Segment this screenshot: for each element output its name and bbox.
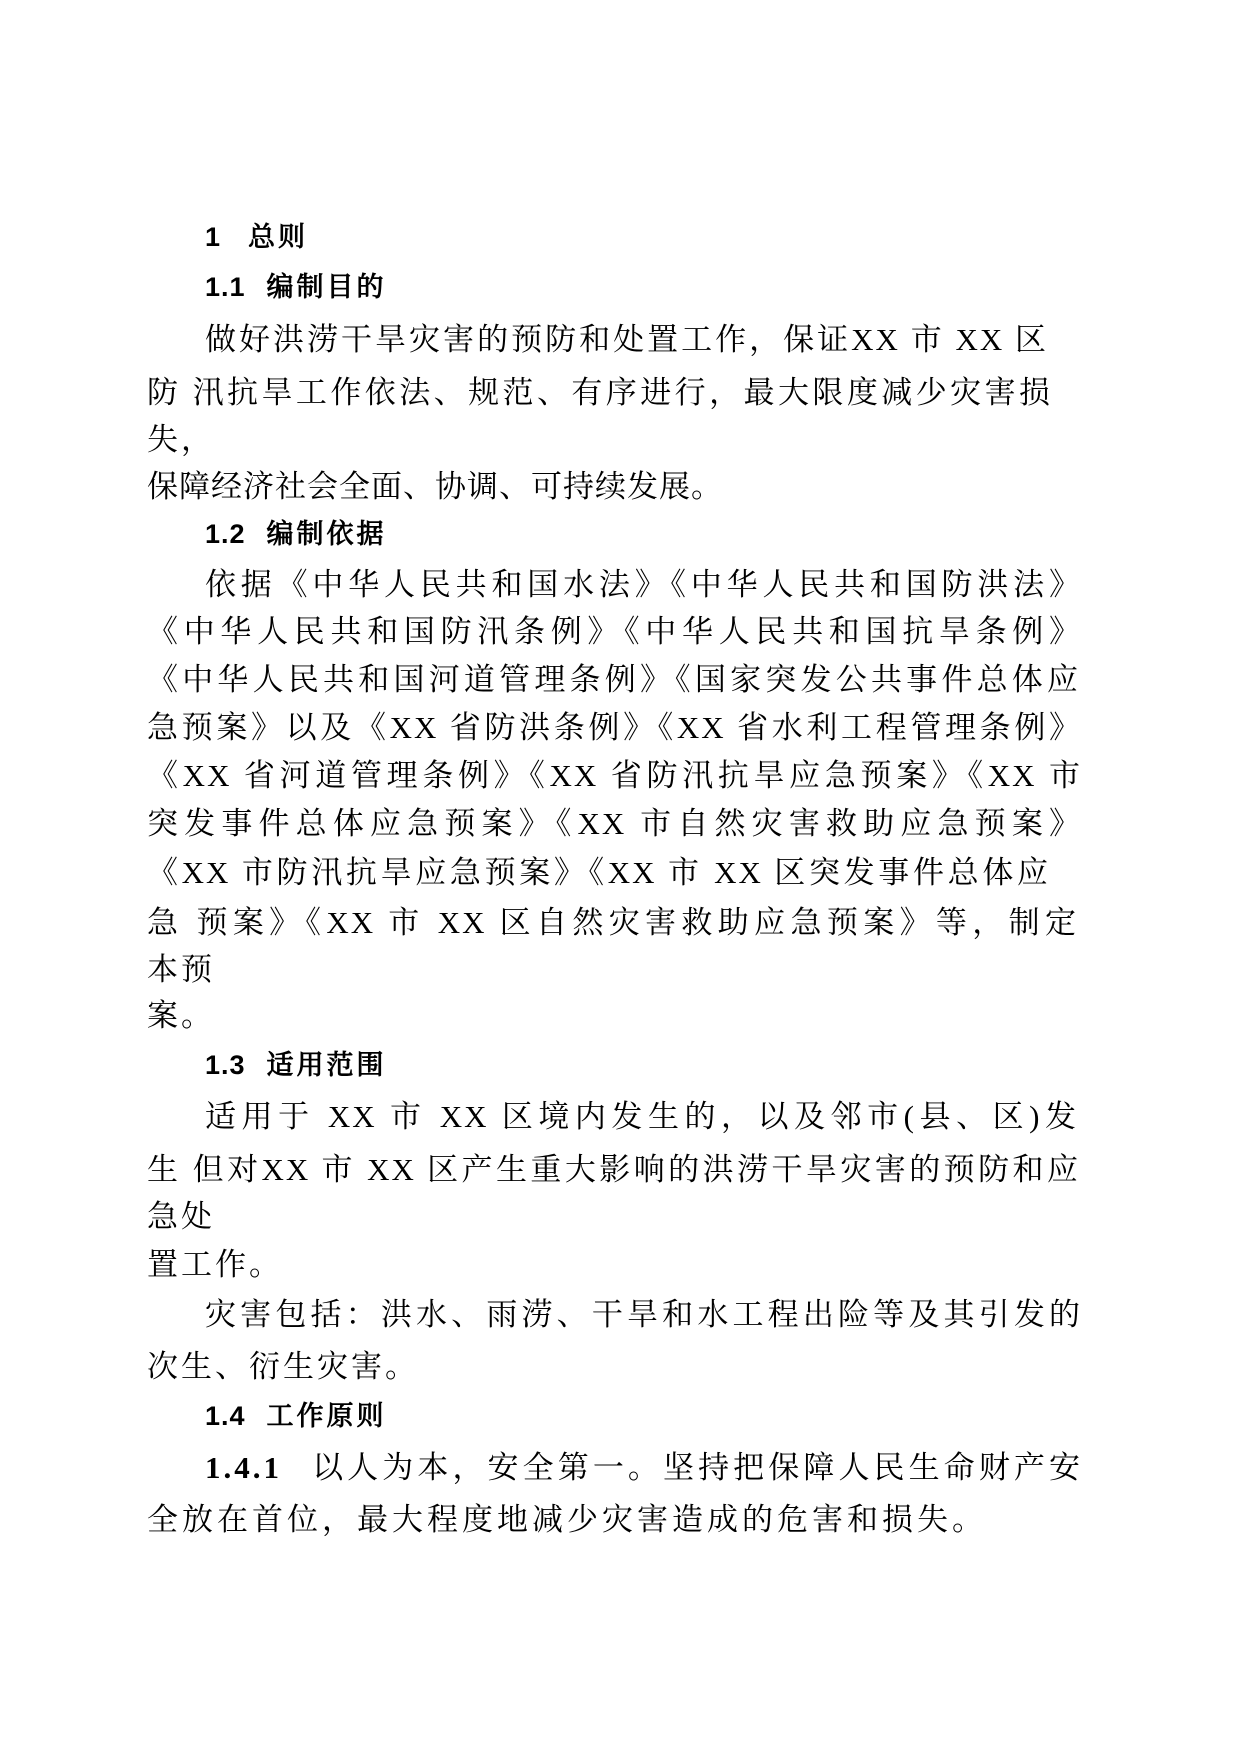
paragraph-line: 保障经济社会全面、协调、可持续发展。 [147,469,723,504]
paragraph-line: 做好洪涝干旱灾害的预防和处置工作，保证XX 市 XX 区 [205,322,1048,357]
paragraph-line: 急预案》以及《XX 省防洪条例》《XX 省水利工程管理条例》 [147,710,1082,745]
section-heading [205,1394,387,1438]
section-title: 编制依据 [266,519,387,549]
chapter-number: 1 [205,222,222,252]
paragraph-line: 生 但对XX 市 XX 区产生重大影响的洪涝干旱灾害的预防和应 [147,1152,1080,1187]
chapter-heading [205,215,308,259]
section-number: 1.1 [205,272,246,302]
paragraph-line: 《XX 市防汛抗旱应急预案》《XX 市 XX 区突发事件总体应 [147,855,1050,890]
paragraph-line: 急处 [147,1199,215,1234]
paragraph-line: 急 预案》《XX 市 XX 区自然灾害救助应急预案》等，制定 [147,905,1078,940]
paragraph-line: 依据《中华人民共和国水法》《中华人民共和国防洪法》 [205,567,1082,602]
item-text: 以人为本，安全第一。坚持把保障人民生命财产安 [310,1450,1082,1485]
section-heading [205,265,387,309]
item-number: 1.4.1 [205,1450,282,1485]
section-number: 1.4 [205,1401,246,1431]
paragraph-line: 次生、衍生灾害。 [147,1349,419,1384]
paragraph-line: 本预 [147,952,215,987]
numbered-item-line [205,1446,1082,1490]
paragraph-line: 置工作。 [147,1247,283,1282]
section-number: 1.3 [205,1050,246,1080]
chapter-title: 总则 [248,222,309,252]
paragraph-line: 案。 [147,998,215,1033]
section-heading [205,1043,387,1087]
paragraph-line: 失， [147,422,215,457]
paragraph-line: 《中华人民共和国防汛条例》《中华人民共和国抗旱条例》 [147,614,1082,649]
paragraph-line: 灾害包括：洪水、雨涝、干旱和水工程出险等及其引发的 [205,1297,1082,1332]
section-number: 1.2 [205,519,246,549]
paragraph-line: 《中华人民共和国河道管理条例》《国家突发公共事件总体应 [147,662,1080,697]
paragraph-line: 防 汛抗旱工作依法、规范、有序进行，最大限度减少灾害损 [147,375,1052,410]
paragraph-line: 突发事件总体应急预案》《XX 市自然灾害救助应急预案》 [147,806,1082,841]
section-title: 工作原则 [266,1401,387,1431]
paragraph-line: 《XX 省河道管理条例》《XX 省防汛抗旱应急预案》《XX 市 [147,758,1082,793]
paragraph-line: 全放在首位，最大程度地减少灾害造成的危害和损失。 [147,1502,987,1537]
section-heading [205,512,387,556]
section-title: 编制目的 [266,272,387,302]
section-title: 适用范围 [266,1050,387,1080]
paragraph-line: 适用于 XX 市 XX 区境内发生的，以及邻市(县、区)发 [205,1099,1078,1134]
